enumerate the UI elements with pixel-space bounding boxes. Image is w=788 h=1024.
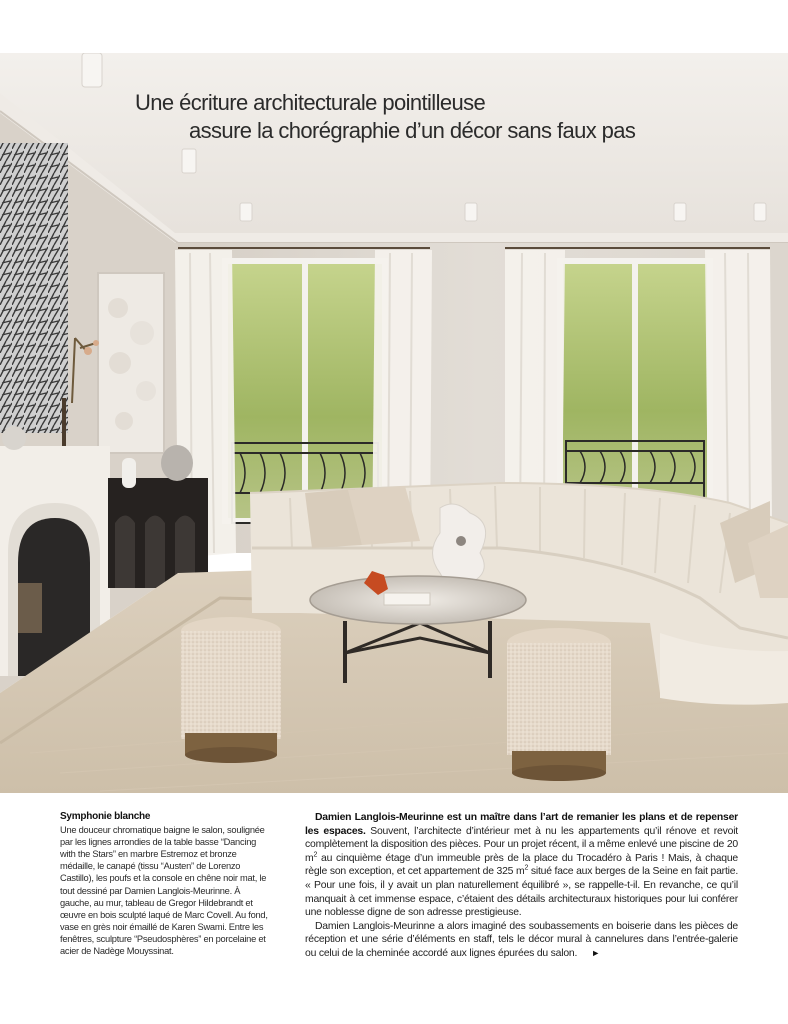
superscript-2: 2 [313,851,318,859]
photo-caption [60,811,268,957]
paragraph-1-part-b: au cinquième étage d’un immeuble près de la place du Trocadéro à Paris ! Mais, à chaque règle son exception, et cet appartement de 325 m [305,852,738,878]
article-body [305,811,738,961]
caption-text: Une douceur chromatique baigne le salon, soulignée par les lignes arrondies de la table basse “Dancing with the Stars” en marbre Estremoz et bronze médaille, le canapé (tissu “Austen” de Lorenzo Castillo), les poufs et la console en chêne noir mat, le tout dessiné par Damien Langlois-Meurinne. À gauche, au mur, tableau de Gregor Hildebrandt et œuvre en bois sculpté laqué de Marc Covell. Au fond, vase en grès noir émaillé de Karen Swami. Entre les fenêtres, sculpture “Pseudosphères” en porcelaine et acier de Nadège Mouyssinat. [60,825,268,957]
paragraph-2-text: Damien Langlois-Meurinne a alors imaginé des soubassements en boiserie dans les pièces de réception et une série d’éléments en staff, tels le décor mural à cannelures dans l’entrée-galerie ou celui de la cheminée accordé aux lignes épurées du salon. [305,920,738,959]
salon-photo [0,53,788,793]
paragraph-2 [305,920,738,961]
end-mark-icon: ► [591,947,600,958]
paragraph-1-part-c: situé face aux berges de la Seine en fait partie. « Pour une fois, il y avait un plan naturellement équilibré », se rappelle-t-il. En revanche, ce qu’il manquait à cet immense espace, c’étaient des détails architecturaux historiques pour lui conférer une noblesse digne de son adresse prestigieuse. [305,866,739,919]
headline-line-2: assure la chorégraphie d’un décor sans faux pas [189,118,636,143]
headline [0,90,788,160]
superscript-2-second: 2 [524,864,529,872]
caption-title: Symphonie blanche [60,811,151,822]
lead-sentence: Damien Langlois-Meurinne est un maître dans l’art de remanier les plans et de repenser les espaces. [305,812,738,837]
paragraph-1 [305,811,738,920]
paragraph-1-part-a: Souvent, l’architecte d’intérieur met à nu les appartements qu’il rénove et revoit complètement la disposition des pièces. Pour un projet récent, il a même enlevé une piscine de 20 m [305,825,738,864]
headline-line-1: Une écriture architecturale pointilleuse [135,90,486,115]
